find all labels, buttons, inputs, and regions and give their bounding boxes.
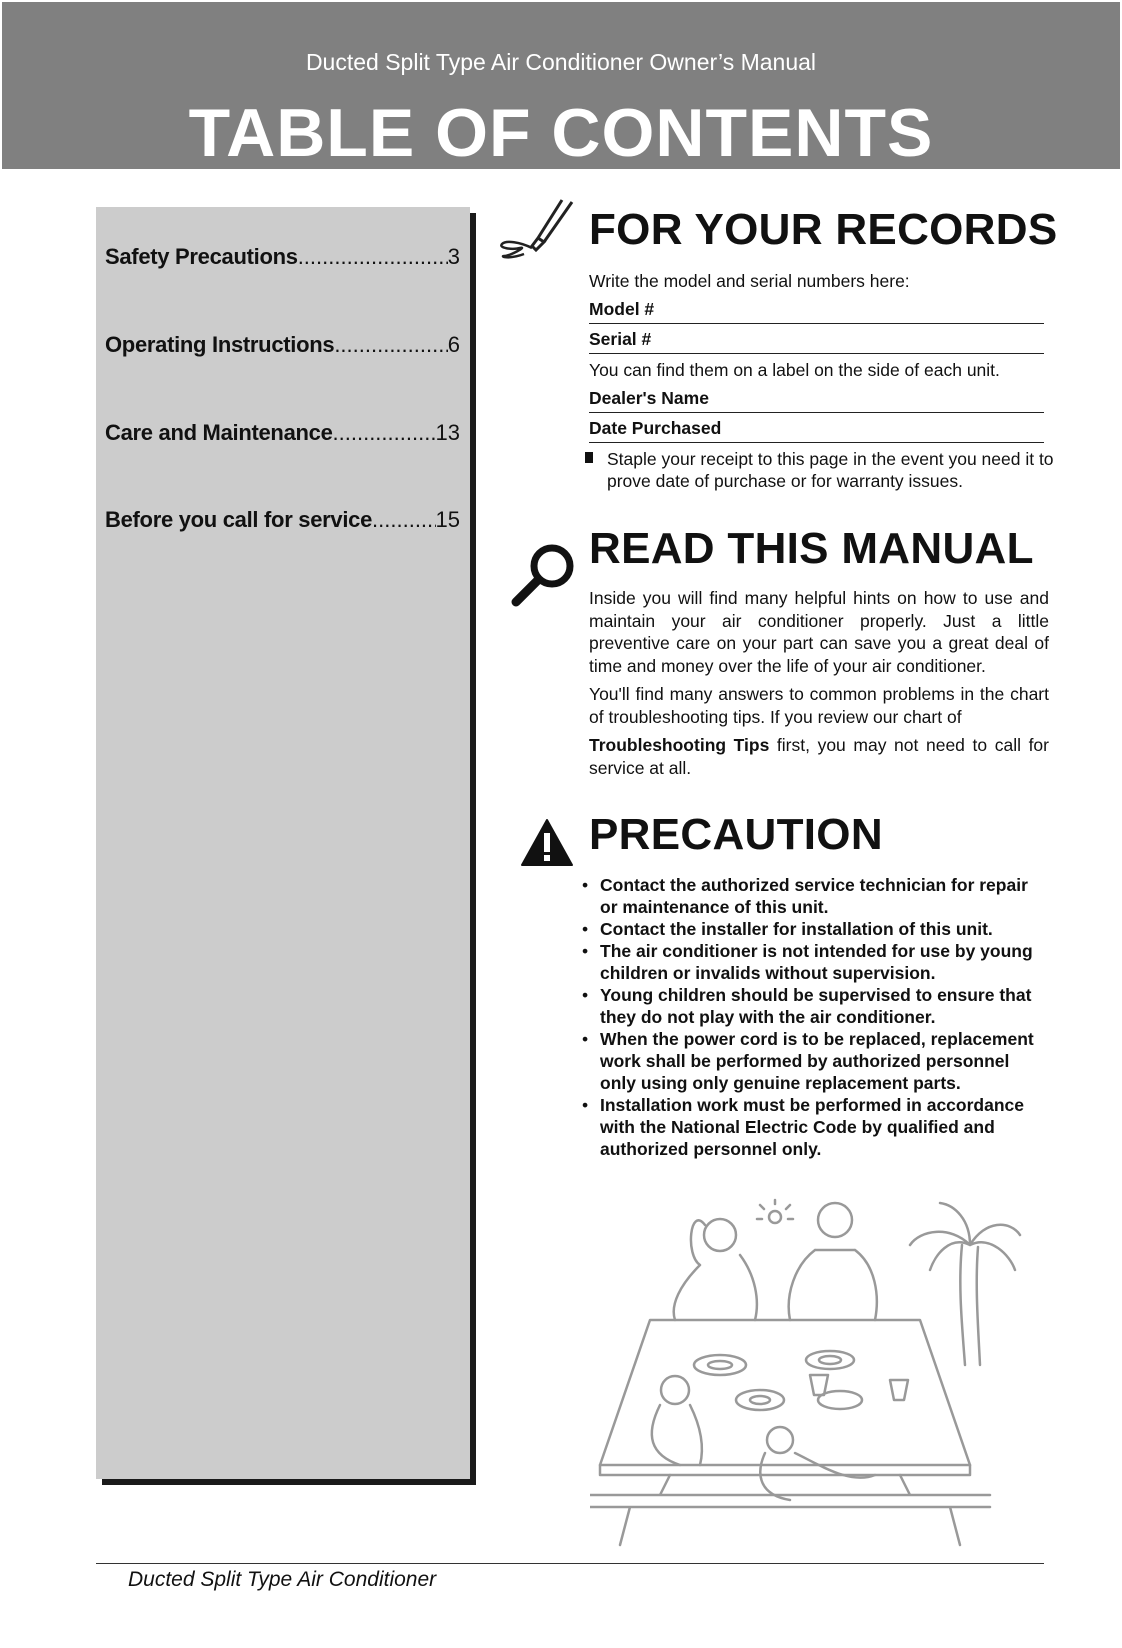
section-title-precaution: PRECAUTION	[589, 810, 883, 859]
toc-item-page: 15	[435, 507, 460, 532]
toc-item-page: 6	[447, 332, 460, 357]
date-purchased-field: Date Purchased	[589, 418, 1044, 443]
toc-leader-dots	[298, 244, 448, 270]
pen-icon	[498, 198, 578, 266]
list-item: • When the power cord is to be replaced, replacement work shall be performed by authorized personnel only using only genuine replacement parts.	[580, 1028, 1050, 1094]
staple-note-text: Staple your receipt to this page in the event you need it to prove date of purchase or for warranty issues.	[607, 449, 1054, 491]
warning-icon	[520, 818, 574, 868]
staple-note	[585, 448, 1055, 492]
manual-para-3	[589, 734, 1049, 779]
toc-item-operating-instructions[interactable]	[105, 332, 460, 358]
toc-item-care-and-maintenance[interactable]	[105, 420, 460, 446]
list-item: • Young children should be supervised to ensure that they do not play with the air conditioner.	[580, 984, 1050, 1028]
precaution-list	[580, 874, 1050, 1160]
header-banner	[2, 2, 1120, 169]
toc-panel	[96, 207, 470, 1479]
list-item: • Contact the installer for installation of this unit.	[580, 918, 1050, 940]
toc-leader-dots	[333, 420, 436, 446]
footer-divider	[96, 1563, 1044, 1564]
list-item: • The air conditioner is not intended for use by young children or invalids without supervision.	[580, 940, 1050, 984]
section-title-manual: READ THIS MANUAL	[589, 524, 1034, 573]
records-intro: Write the model and serial numbers here:	[589, 271, 910, 291]
magnifier-icon	[508, 540, 580, 612]
toc-leader-dots	[372, 507, 435, 533]
toc-item-page: 3	[447, 244, 460, 269]
list-item: • Contact the authorized service technician for repair or maintenance of this unit.	[580, 874, 1050, 918]
serial-field: Serial #	[589, 329, 1044, 354]
page-title: TABLE OF CONTENTS	[188, 95, 934, 171]
square-bullet-icon	[585, 452, 593, 463]
troubleshooting-tips-label: Troubleshooting Tips	[589, 735, 770, 755]
dealer-name-field: Dealer's Name	[589, 388, 1044, 413]
toc-item-label: Care and Maintenance	[105, 420, 333, 445]
model-field: Model #	[589, 299, 1044, 324]
toc-item-label: Before you call for service	[105, 507, 373, 532]
section-title-records: FOR YOUR RECORDS	[589, 205, 1058, 254]
toc-item-before-you-call[interactable]	[105, 507, 460, 533]
family-picnic-illustration	[590, 1195, 1030, 1550]
label-note: You can find them on a label on the side of each unit.	[589, 360, 1000, 380]
manual-subtitle: Ducted Split Type Air Conditioner Owner’s Manual	[305, 49, 817, 75]
toc-item-label: Operating Instructions	[105, 332, 335, 357]
manual-para-1: Inside you will find many helpful hints on how to use and maintain your air conditioner properly. Just a little preventive care on your part can save you a great deal of time and money over the life of your air conditioner.	[589, 588, 1049, 676]
manual-para-2: You'll find many answers to common problems in the chart of troubleshooting tips. If you review our chart of	[589, 684, 1049, 727]
toc-item-label: Safety Precautions	[105, 244, 298, 269]
toc-item-safety-precautions[interactable]	[105, 244, 460, 270]
list-item: • Installation work must be performed in accordance with the National Electric Code by qualified and authorized personnel only.	[580, 1094, 1050, 1160]
toc-leader-dots	[334, 332, 447, 358]
manual-para-3-rest: first, you may not need to call for service at all.	[589, 735, 1049, 778]
footer-text: Ducted Split Type Air Conditioner	[128, 1568, 437, 1591]
toc-item-page: 13	[435, 420, 460, 445]
